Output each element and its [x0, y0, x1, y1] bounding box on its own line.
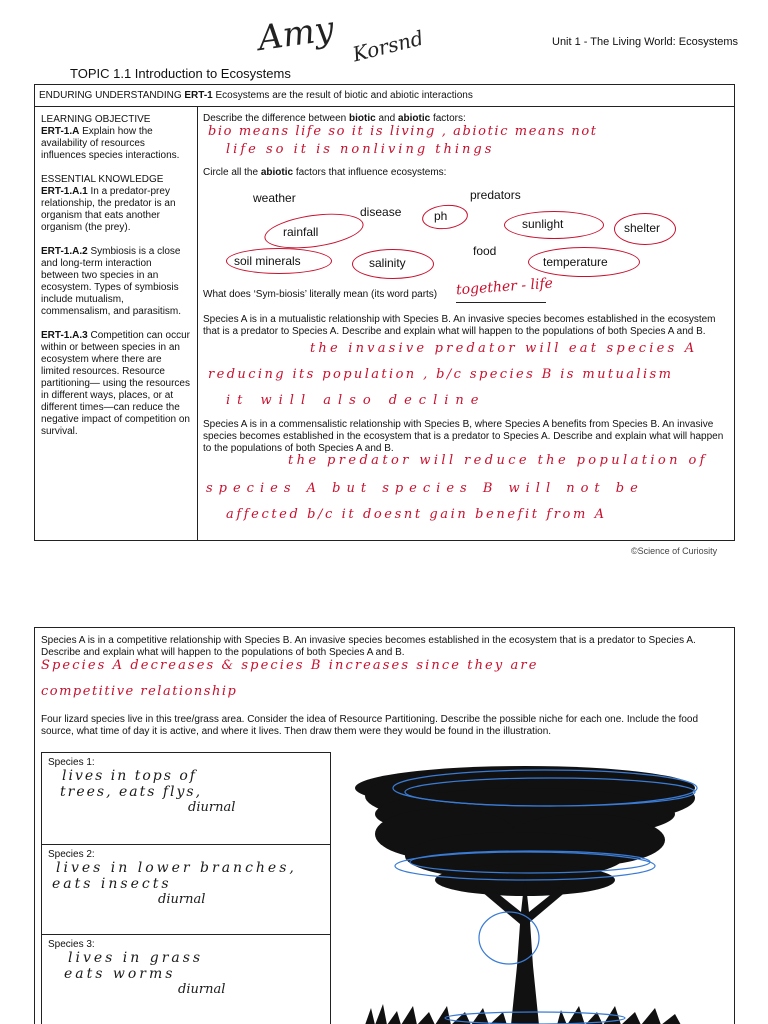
student-signature-last: Korsnd — [350, 25, 426, 67]
tree-silhouette — [355, 766, 695, 1024]
answer-mutualism-line-2: reducing its population , b/c species B is mutualism — [208, 367, 674, 382]
factor-food: food — [473, 244, 497, 258]
essential-knowledge-2: ERT-1.A.2 Symbiosis is a close and long-term interaction between two species in an ecosystem. Types of symbiosis include mutualism, commensalism, and parasitism. — [41, 246, 182, 317]
essential-knowledge-3: ERT-1.A.3 Competition can occur within or between species in an ecosystem where there are limited resources. Resource partitioning— using the resources in different ways, places, or at different times—can reduce the negative impact of competition on survival. — [41, 330, 190, 437]
question-commensalism: Species A is in a commensalistic relationship with Species B, where Species A benefits from Species B. An invasive species becomes established in the ecosystem that is a predator to Species A. Describe and explain what will happen to the populations of both Species A and B. — [203, 419, 724, 454]
circle-mark-ph — [421, 203, 469, 232]
factor-disease: disease — [360, 205, 402, 219]
learning-objective: LEARNING OBJECTIVE ERT-1.A Explain how the availability of resources influences species interactions. — [41, 114, 180, 161]
answer-commensalism-line-3: affected b/c it doesnt gain benefit from A — [226, 507, 607, 522]
question-circle-abiotic: Circle all the abiotic factors that influence ecosystems: — [203, 167, 447, 178]
answer-commensalism-line-2: species A but species B will not be — [206, 481, 644, 496]
answer-mutualism-line-3: it will also decline — [226, 393, 486, 408]
tree-illustration — [325, 756, 735, 1024]
factor-soil-minerals: soil minerals — [234, 254, 301, 268]
factor-temperature: temperature — [543, 255, 608, 269]
copyright-notice: ©Science of Curiosity — [631, 546, 718, 556]
circle-mark-shelter — [614, 213, 676, 245]
question-biotic-abiotic: Describe the difference between biotic and abiotic factors: — [203, 113, 466, 124]
circle-mark-sunlight — [504, 211, 604, 239]
answer-line — [456, 302, 546, 303]
question-resource-partitioning: Four lizard species live in this tree/grass area. Consider the idea of Resource Partitioning. Describe the possible niche for each one. Include the food source, what time of day it is active, and where it lives. Then draw them were they would be found in the illustration. — [41, 714, 699, 737]
worksheet-section-2 — [34, 627, 735, 1024]
essential-knowledge-1: ESSENTIAL KNOWLEDGE ERT-1.A.1 In a predator-prey relationship, the predator is an organism that eats another organism (the prey). — [41, 174, 176, 233]
species-niche-table — [41, 752, 331, 1024]
factor-sunlight: sunlight — [522, 217, 564, 231]
factor-weather: weather — [253, 191, 296, 205]
species-cell-1: Species 1: lives in tops of trees, eats flys, diurnal — [42, 753, 330, 845]
answer-commensalism-line-1: the predator will reduce the population of — [288, 453, 708, 468]
factor-ph: ph — [434, 209, 448, 223]
answer-biotic-abiotic-line-1: bio means life so it is living , abiotic means not — [208, 124, 598, 139]
question-mutualism: Species A is in a mutualistic relationship with Species B. An invasive species becomes established in the ecosystem that is a predator to Species A. Describe and explain what will happen to the populations of both Species A and B. — [203, 314, 716, 337]
topic-title: TOPIC 1.1 Introduction to Ecosystems — [70, 66, 291, 81]
worksheet-section-1 — [34, 84, 735, 541]
factor-shelter: shelter — [624, 221, 661, 235]
question-symbiosis: What does ‘Sym-biosis’ literally mean (its word parts) — [203, 289, 438, 300]
species-cell-2: Species 2: lives in lower branches, eats insects diurnal — [42, 845, 330, 935]
circle-mark-soil-minerals — [226, 248, 332, 274]
student-signature-first: Amy — [255, 8, 337, 60]
answer-mutualism-line-1: the invasive predator will eat species A — [310, 341, 698, 356]
question-competition: Species A is in a competitive relationship with Species B. An invasive species becomes established in the ecosystem that is a predator to Species A. Describe and explain what will happen to the populations of both Species A and B. — [41, 635, 696, 658]
factor-salinity: salinity — [369, 256, 406, 270]
species-cell-3: Species 3: lives in grass eats worms diurnal — [42, 935, 330, 1024]
factor-rainfall: rainfall — [283, 225, 319, 239]
circle-mark-rainfall — [262, 208, 365, 254]
circle-mark-temperature — [528, 247, 640, 277]
answer-biotic-abiotic-line-2: life so it is nonliving things — [226, 142, 495, 157]
answer-competition-line-2: competitive relationship — [41, 684, 238, 699]
enduring-understanding: ENDURING UNDERSTANDING ERT-1 Ecosystems are the result of biotic and abiotic interactions — [35, 85, 734, 107]
answer-competition-line-1: Species A decreases & species B increases since they are — [41, 658, 539, 673]
questions-column — [198, 107, 734, 540]
factor-predators: predators — [470, 188, 521, 202]
unit-title: Unit 1 - The Living World: Ecosystems — [552, 36, 739, 48]
learning-objective-column — [35, 107, 198, 540]
circle-mark-salinity — [352, 249, 434, 279]
answer-symbiosis: together - life — [455, 275, 554, 299]
